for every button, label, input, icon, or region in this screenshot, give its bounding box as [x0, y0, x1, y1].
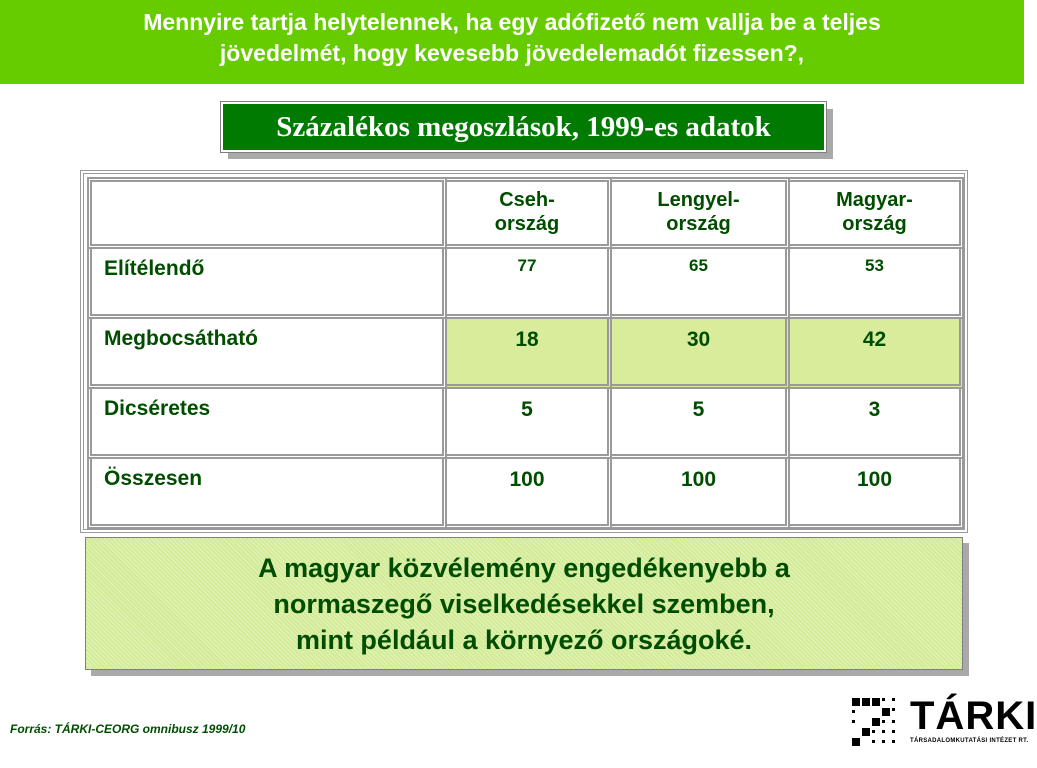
table-row	[87, 249, 964, 319]
table-cell: 100	[612, 459, 790, 529]
tarki-logo-tagline: TÁRSADALOMKUTATÁSI INTÉZET RT.	[910, 738, 1029, 744]
table-header-row	[87, 177, 964, 249]
row-label: Összesen	[87, 459, 447, 529]
table-corner-cell	[87, 177, 447, 249]
table-cell: 5	[612, 389, 790, 459]
table-row	[87, 319, 964, 389]
header-title-line-1: Mennyire tartja helytelennek, ha egy adófizető nem vallja be a teljes	[143, 9, 881, 35]
column-header-czech	[447, 177, 612, 249]
conclusion-box	[85, 537, 963, 670]
table-cell: 53	[790, 249, 964, 319]
conclusion-line-2: normaszegő viselkedésekkel szemben,	[273, 589, 775, 619]
conclusion-line-3: mint például a környező országoké.	[295, 625, 753, 655]
row-label: Elítélendő	[87, 249, 447, 319]
conclusion-text	[85, 537, 963, 670]
table-cell: 100	[790, 459, 964, 529]
table-cell: 3	[790, 389, 964, 459]
table-cell: 65	[612, 249, 790, 319]
column-header-czech-line-2: ország	[494, 213, 560, 235]
column-header-polish-line-2: ország	[666, 213, 731, 235]
column-header-hungarian-line-1: Magyar-	[836, 189, 913, 211]
column-header-czech-line-1: Cseh-	[499, 189, 555, 211]
header-title-line-2: jövedelmét, hogy kevesebb jövedelemadót fizessen?,	[219, 40, 805, 66]
data-table	[87, 177, 964, 529]
row-label: Megbocsátható	[87, 319, 447, 389]
slide-header	[0, 0, 1024, 84]
table-cell-highlighted: 42	[790, 319, 964, 389]
tarki-logo	[852, 694, 1037, 748]
data-table-frame	[80, 170, 968, 533]
column-header-hungarian-line-2: ország	[842, 213, 907, 235]
tarki-logo-name: TÁRKI	[910, 694, 1037, 738]
table-cell: 5	[447, 389, 612, 459]
table-cell-highlighted: 18	[447, 319, 612, 389]
column-header-hungarian	[790, 177, 964, 249]
table-cell-highlighted: 30	[612, 319, 790, 389]
row-label: Dicséretes	[87, 389, 447, 459]
subtitle-label: Százalékos megoszlások, 1999-es adatok	[221, 102, 826, 152]
table-cell: 77	[447, 249, 612, 319]
table-cell: 100	[447, 459, 612, 529]
tarki-logo-icon	[852, 696, 900, 748]
source-note: Forrás: TÁRKI-CEORG omnibusz 1999/10	[10, 722, 246, 736]
conclusion-line-1: A magyar közvélemény engedékenyebb a	[258, 553, 790, 583]
subtitle-box	[221, 102, 826, 152]
table-row	[87, 389, 964, 459]
table-row	[87, 459, 964, 529]
column-header-polish	[612, 177, 790, 249]
column-header-polish-line-1: Lengyel-	[657, 189, 740, 211]
